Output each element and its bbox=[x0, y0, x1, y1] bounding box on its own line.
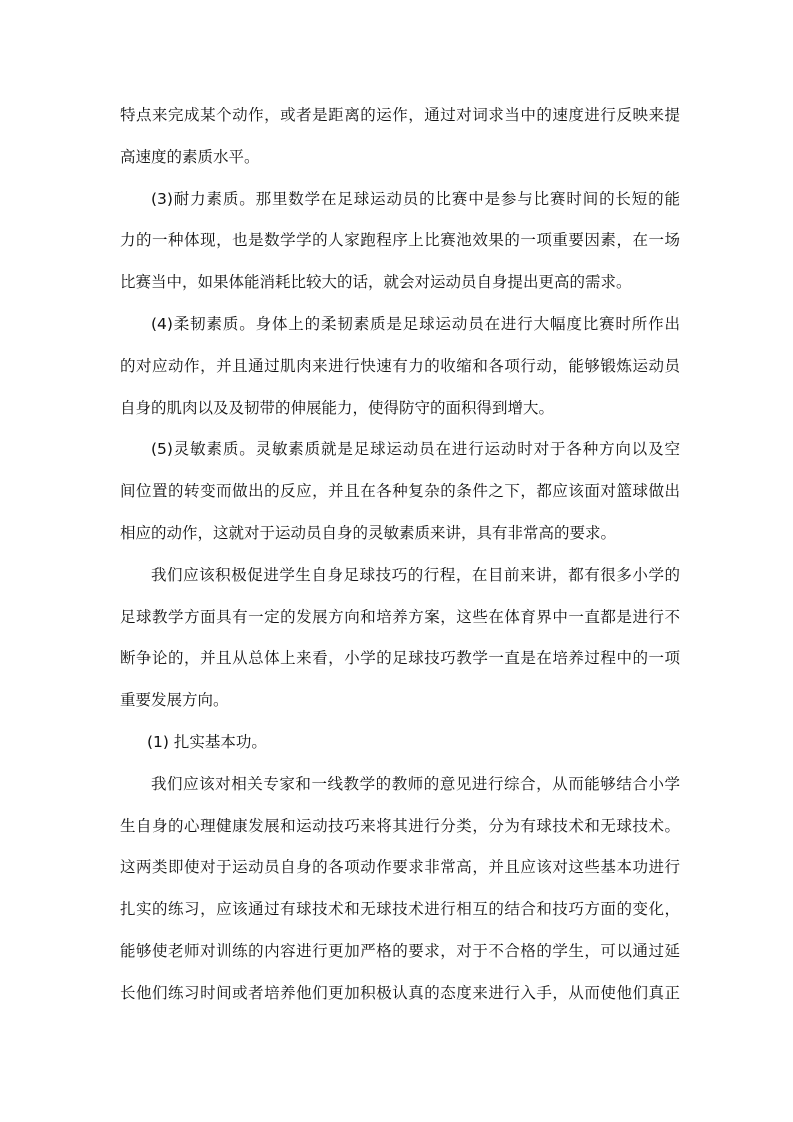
paragraph-start-line: (4)柔韧素质。身体上的柔韧素质是足球运动员在进行大幅度比赛时所作出 bbox=[151, 314, 680, 333]
text-line: 自身的肌肉以及及韧带的伸展能力，使得防守的面积得到增大。 bbox=[120, 398, 555, 417]
text-line: 扎实的练习，应该通过有球技术和无球技术进行相互的结合和技巧方面的变化， bbox=[120, 900, 680, 919]
body-text bbox=[120, 99, 680, 1019]
text-line: 断争论的，并且从总体上来看，小学的足球技巧教学一直是在培养过程中的一项 bbox=[120, 649, 680, 668]
text-line: 足球教学方面具有一定的发展方向和培养方案，这些在体育界中一直都是进行不 bbox=[120, 607, 680, 626]
text-line: 力的一种体现，也是数学学的人家跑程序上比赛池效果的一项重要因素，在一场 bbox=[120, 231, 680, 250]
text-line: 能够使老师对训练的内容进行更加严格的要求，对于不合格的学生，可以通过延 bbox=[120, 941, 680, 960]
paragraph-start-line: (5)灵敏素质。灵敏素质就是足球运动员在进行运动时对于各种方向以及空 bbox=[151, 440, 680, 459]
text-line: 比赛当中，如果体能消耗比较大的话，就会对运动员自身提出更高的需求。 bbox=[120, 273, 632, 292]
text-line: 重要发展方向。 bbox=[120, 691, 229, 710]
text-line: 生自身的心理健康发展和运动技巧来将其进行分类，分为有球技术和无球技术。 bbox=[120, 816, 680, 835]
text-line: 这两类即使对于运动员自身的各项动作要求非常高，并且应该对这些基本功进行 bbox=[120, 858, 680, 877]
text-line: 特点来完成某个动作，或者是距离的运作，通过对词求当中的速度进行反映来提 bbox=[120, 106, 680, 124]
paragraph-start-line: 我们应该积极促进学生自身足球技巧的行程，在目前来讲，都有很多小学的 bbox=[151, 565, 680, 584]
paragraph-start-line: 我们应该对相关专家和一线教学的教师的意见进行综合，从而能够结合小学 bbox=[151, 774, 680, 793]
text-line: 间位置的转变而做出的反应，并且在各种复杂的条件之下，都应该面对篮球做出 bbox=[120, 482, 680, 501]
section-heading: (1) 扎实基本功。 bbox=[147, 732, 267, 751]
text-line: 的对应动作，并且通过肌肉来进行快速有力的收缩和各项行动，能够锻炼运动员 bbox=[120, 356, 680, 375]
text-line: 长他们练习时间或者培养他们更加积极认真的态度来进行入手，从而使他们真正 bbox=[120, 983, 680, 1002]
paragraph-start-line: (3)耐力素质。那里数学在足球运动员的比赛中是参与比赛时间的长短的能 bbox=[151, 189, 680, 208]
text-line: 相应的动作，这就对于运动员自身的灵敏素质来讲，具有非常高的要求。 bbox=[120, 523, 617, 542]
text-line: 高速度的素质水平。 bbox=[120, 147, 260, 166]
